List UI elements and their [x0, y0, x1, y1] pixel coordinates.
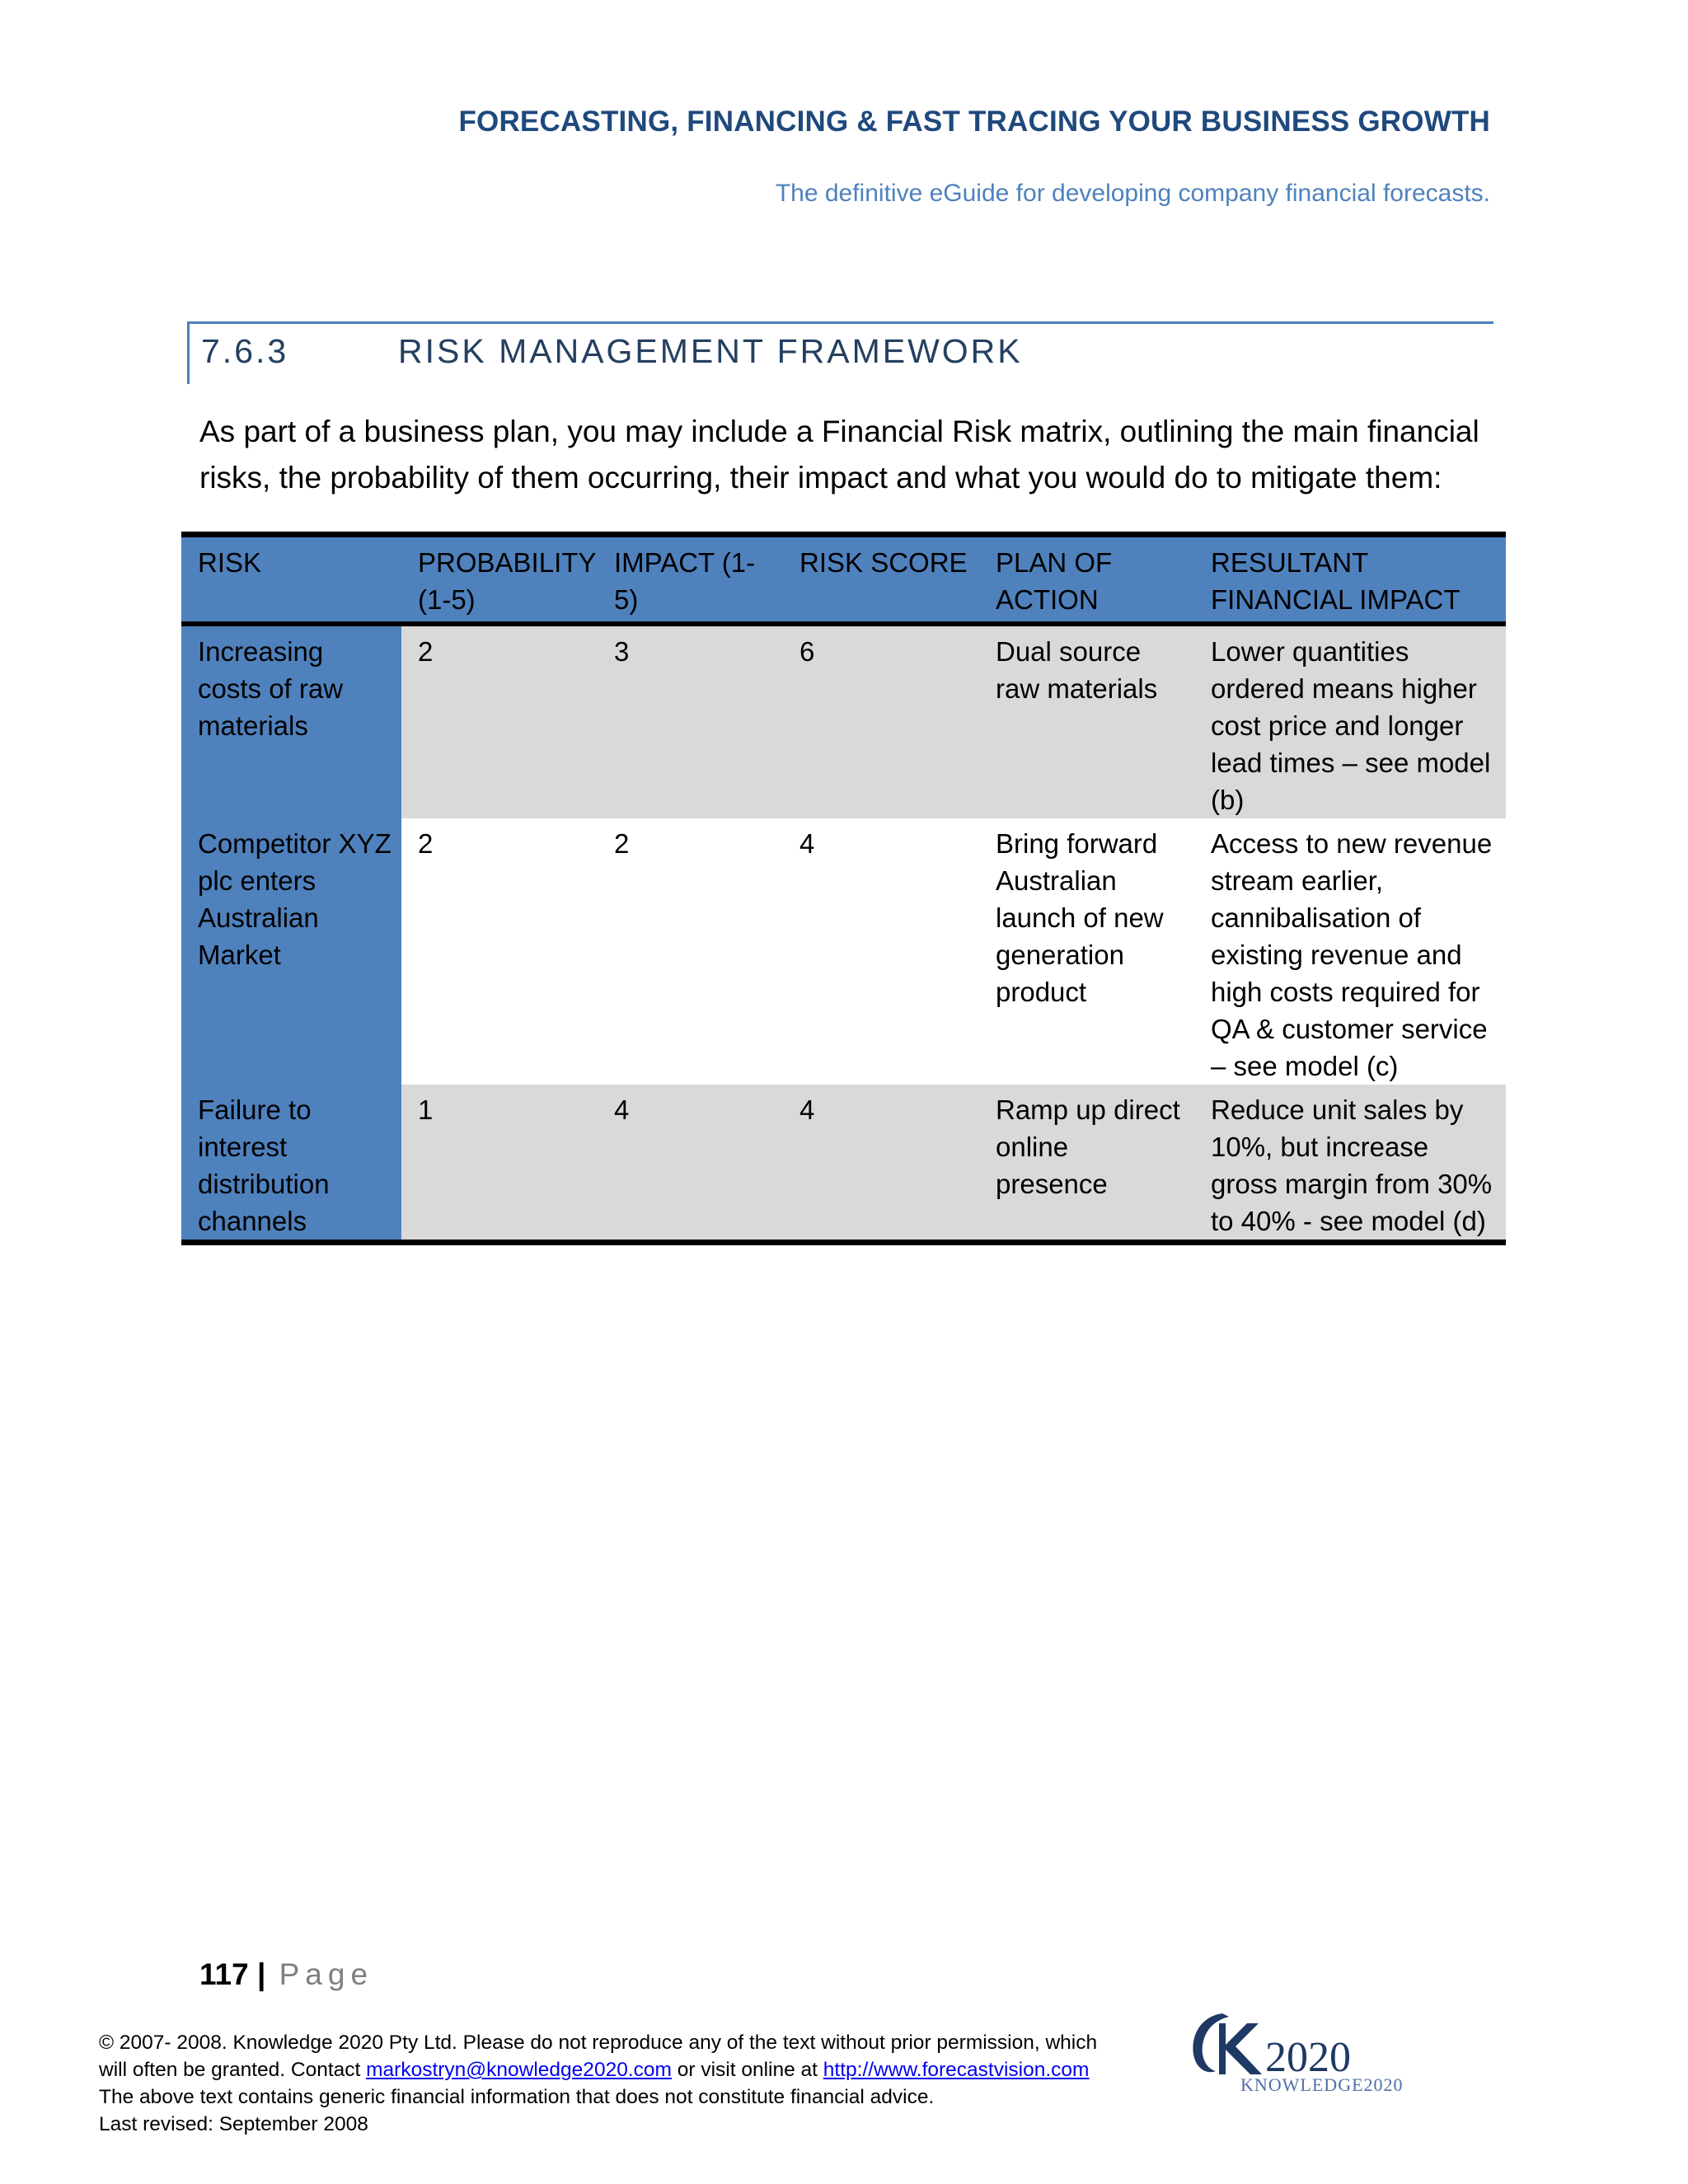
column-header-plan-of-action: PLAN OF ACTION [979, 535, 1194, 625]
footer [99, 2029, 1170, 2138]
impact-cell: 2 [598, 818, 783, 1085]
logo-k-mark [1219, 2023, 1262, 2074]
probability-cell: 2 [401, 624, 598, 818]
probability-cell: 2 [401, 818, 598, 1085]
column-header-risk-score: RISK SCORE [783, 535, 979, 625]
knowledge2020-logo [1183, 1999, 1430, 2097]
footer-disclaimer: The above text contains generic financial information that does not constitute financial advice. [99, 2086, 935, 2108]
risk-cell: Failure to interest distribution channels [181, 1085, 401, 1243]
impact-cell: 4 [598, 1085, 783, 1243]
page-number [199, 1957, 373, 1992]
impact-cell: 3 [598, 624, 783, 818]
section-title: RISK MANAGEMENT FRAMEWORK [398, 332, 1023, 370]
column-header-impact: IMPACT (1-5) [598, 535, 783, 625]
intro-paragraph: As part of a business plan, you may include a Financial Risk matrix, outlining the main financial risks, the probability of them occurring, their impact and what you would do to mitigate them: [199, 415, 1479, 494]
document-title: FORECASTING, FINANCING & FAST TRACING YOUR BUSINESS GROWTH [458, 105, 1490, 138]
column-header-risk: RISK [181, 535, 401, 625]
score-cell: 4 [783, 1085, 979, 1243]
table-row [181, 1085, 1506, 1243]
website-link[interactable]: http://www.forecastvision.com [823, 2059, 1090, 2081]
risk-cell: Increasing costs of raw materials [181, 624, 401, 818]
document-subtitle: The definitive eGuide for developing company financial forecasts. [775, 180, 1490, 207]
risk-cell: Competitor XYZ plc enters Australian Market [181, 818, 401, 1085]
result-cell: Lower quantities ordered means higher cost price and longer lead times – see model (b) [1194, 624, 1506, 818]
logo-knowledge-text: KNOWLEDGE2020 [1240, 2074, 1404, 2095]
footer-revised: Last revised: September 2008 [99, 2113, 368, 2135]
footer-visit-text: or visit online at [671, 2059, 823, 2081]
page-number-value: 117 [199, 1957, 249, 1991]
probability-cell: 1 [401, 1085, 598, 1243]
result-cell: Reduce unit sales by 10%, but increase gross margin from 30% to 40% - see model (d) [1194, 1085, 1506, 1243]
result-cell: Access to new revenue stream earlier, cannibalisation of existing revenue and high costs required for QA & customer service – see model (c) [1194, 818, 1506, 1085]
table-row [181, 624, 1506, 818]
footer-contact-line [99, 2056, 1170, 2083]
plan-cell: Bring forward Australian launch of new generation product [979, 818, 1194, 1085]
page-label: Page [279, 1957, 374, 1991]
footer-contact-text: will often be granted. Contact [99, 2059, 367, 2081]
section-heading [187, 321, 1493, 384]
section-number: 7.6.3 [201, 332, 289, 370]
plan-cell: Dual source raw materials [979, 624, 1194, 818]
column-header-probability: PROBABILITY (1-5) [401, 535, 598, 625]
footer-copyright: © 2007- 2008. Knowledge 2020 Pty Ltd. Please do not reproduce any of the text without prior permission, which [99, 2032, 1098, 2054]
table-header-row [181, 535, 1506, 625]
score-cell: 4 [783, 818, 979, 1085]
page-separator: | [256, 1957, 266, 1991]
plan-cell: Ramp up direct online presence [979, 1085, 1194, 1243]
logo-2020-text: 2020 [1265, 2034, 1351, 2081]
column-header-resultant-impact: RESULTANT FINANCIAL IMPACT [1194, 535, 1506, 625]
email-link[interactable]: markostryn@knowledge2020.com [366, 2059, 672, 2081]
score-cell: 6 [783, 624, 979, 818]
table-row [181, 818, 1506, 1085]
risk-matrix-table [181, 532, 1506, 1245]
